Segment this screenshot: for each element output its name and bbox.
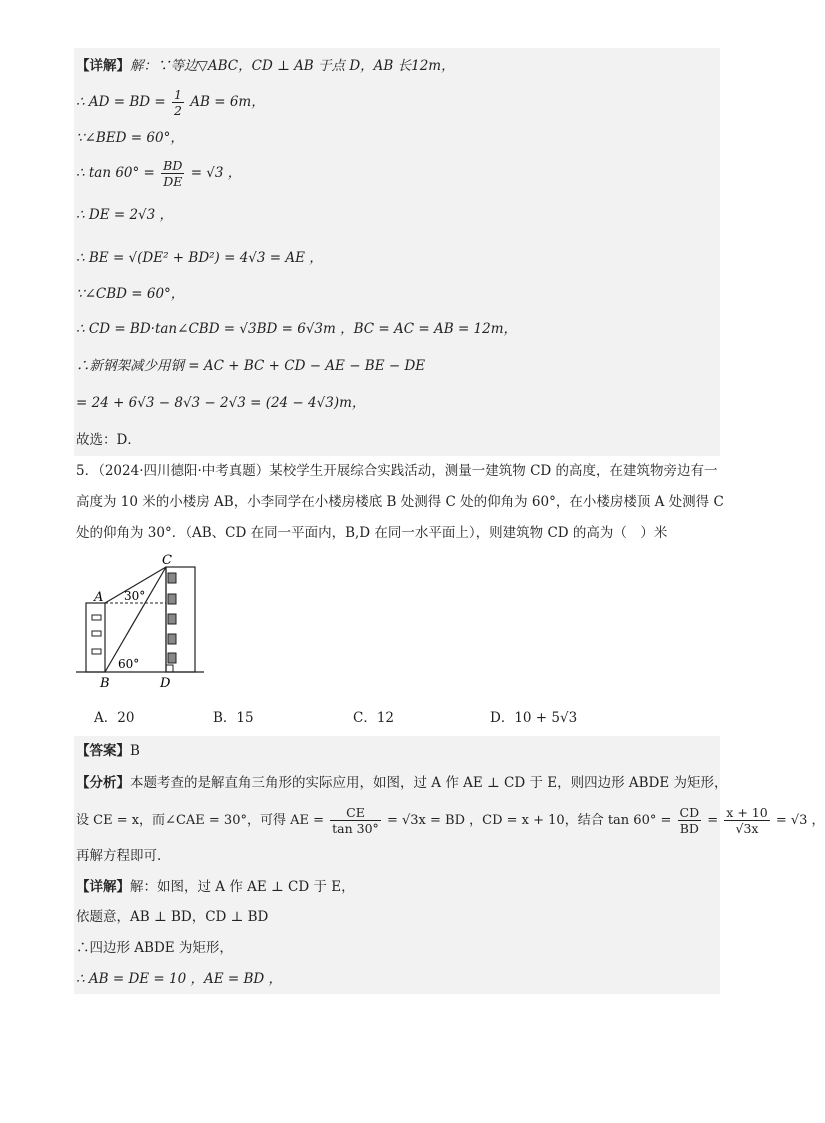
building-diagram	[74, 553, 224, 693]
analysis-text-2-mid: = √3x = BD ，CD = x + 10，结合 tan 60° =	[386, 813, 672, 828]
option-c[interactable]	[353, 706, 394, 726]
detail-tag: 【详解】	[76, 58, 130, 74]
p1-text-11: 故选：D．	[76, 432, 141, 448]
fraction-ce-tan30	[330, 805, 381, 836]
frac-den: √3x	[735, 821, 759, 836]
p1-text-8: ∴ CD = BD·tan∠CBD = √3BD = 6√3m ，BC = AC = AB = 12m，	[76, 321, 518, 337]
analysis-line-2	[76, 805, 825, 836]
p1-line-5	[76, 206, 173, 224]
frac-den: tan 30°	[332, 821, 379, 836]
detail-line-3	[76, 939, 233, 957]
question-line-2	[76, 493, 724, 511]
detail-tag-2: 【详解】	[76, 879, 130, 895]
frac-num: CE	[330, 805, 381, 821]
p1-text-2-post: AB = 6m，	[190, 94, 265, 110]
answer-line	[76, 742, 140, 760]
analysis-text-3: 再解方程即可．	[76, 848, 171, 864]
p1-text-7: ∵∠CBD = 60°，	[76, 286, 185, 302]
p1-line-9	[76, 357, 425, 375]
p1-text-4-post: = √3 ，	[190, 165, 242, 181]
label-a: A	[94, 590, 104, 605]
p1-text-9: ∴新钢架减少用钢 = AC + BC + CD − AE − BE − DE	[76, 358, 426, 374]
fraction-x10-root3x	[724, 805, 769, 836]
detail-text-2: 依题意，AB ⊥ BD，CD ⊥ BD	[76, 909, 269, 925]
p1-text-5: ∴ DE = 2√3 ，	[76, 207, 174, 223]
question-text-3: 处的仰角为 30°．（AB、CD 在同一平面内，B,D 在同一水平面上），则建筑物 CD 的高为（ ）米	[76, 525, 668, 541]
detail-text-3: ∴四边形 ABDE 为矩形，	[76, 940, 233, 956]
question-line-3	[76, 524, 667, 542]
p1-line-4	[76, 158, 241, 189]
p1-line-7	[76, 285, 184, 303]
p1-line-6	[76, 249, 323, 267]
detail-line-2	[76, 908, 268, 926]
option-d-label: D．10 + 5√3	[490, 710, 578, 726]
detail-text-1: 解：如图，过 A 作 AE ⊥ CD 于 E，	[130, 879, 355, 895]
analysis-text-2-pre: 设 CE = x，而∠CAE = 30°，可得 AE =	[76, 813, 325, 828]
analysis-eq: =	[707, 813, 719, 828]
angle-30-label: 30°	[124, 589, 146, 603]
fraction-half	[172, 87, 184, 118]
frac-den: DE	[163, 174, 183, 189]
question-text-2: 高度为 10 米的小楼房 AB，小李同学在小楼房楼底 B 处测得 C 处的仰角为 60°，在小楼房楼顶 A 处测得 C	[76, 494, 724, 510]
answer-value: B	[130, 743, 140, 759]
p1-line-11	[76, 431, 141, 449]
p1-text-1: 解：∵等边▽ABC，CD ⊥ AB 于点 D，AB 长12m，	[130, 58, 455, 74]
p1-text-2-pre: ∴ AD = BD =	[76, 94, 166, 110]
p1-text-3: ∵∠BED = 60°，	[76, 130, 184, 146]
frac-num: CD	[679, 805, 700, 820]
p1-line-10	[76, 394, 365, 412]
p1-line-8	[76, 320, 517, 338]
fraction-cd-bd	[678, 805, 702, 836]
analysis-line-3	[76, 847, 171, 865]
p1-text-4-pre: ∴ tan 60° =	[76, 165, 155, 181]
option-b[interactable]	[213, 706, 254, 726]
option-a[interactable]	[94, 706, 134, 726]
option-b-label: B．15	[213, 710, 254, 726]
p1-text-6: ∴ BE = √(DE² + BD²) = 4√3 = AE ，	[76, 250, 323, 266]
label-c: C	[162, 553, 172, 568]
option-a-label: A．20	[94, 710, 135, 726]
analysis-text-1: 本题考查的是解直角三角形的实际应用，如图，过 A 作 AE ⊥ CD 于 E，则四边形 ABDE 为矩形，	[130, 775, 728, 791]
p1-line-1	[76, 57, 455, 75]
option-c-label: C．12	[353, 710, 395, 726]
detail-text-4: ∴ AB = DE = 10 ，AE = BD ，	[76, 971, 283, 987]
detail-line-4	[76, 970, 282, 988]
p1-text-10: = 24 + 6√3 − 8√3 − 2√3 = (24 − 4√3)m，	[76, 395, 366, 411]
question-line-1	[76, 462, 718, 480]
answer-tag: 【答案】	[76, 743, 130, 759]
option-d[interactable]	[490, 706, 577, 726]
frac-num: x + 10	[726, 805, 768, 820]
p1-line-2	[76, 87, 265, 118]
analysis-text-2-post: = √3 ，	[775, 813, 825, 828]
frac-num: 1	[174, 87, 182, 102]
detail-line-1	[76, 878, 355, 896]
analysis-line-1	[76, 774, 728, 792]
frac-den: 2	[174, 103, 182, 118]
analysis-tag: 【分析】	[76, 775, 130, 791]
angle-60-label: 60°	[118, 657, 140, 671]
label-d: D	[160, 676, 171, 691]
p1-line-3	[76, 129, 184, 147]
frac-den: BD	[679, 821, 699, 836]
question-text-1: 5．（2024·四川德阳·中考真题）某校学生开展综合实践活动，测量一建筑物 CD 的高度，在建筑物旁边有一	[76, 463, 718, 479]
frac-num: BD	[163, 158, 183, 173]
label-b: B	[100, 676, 110, 691]
fraction-bd-de	[161, 158, 184, 189]
